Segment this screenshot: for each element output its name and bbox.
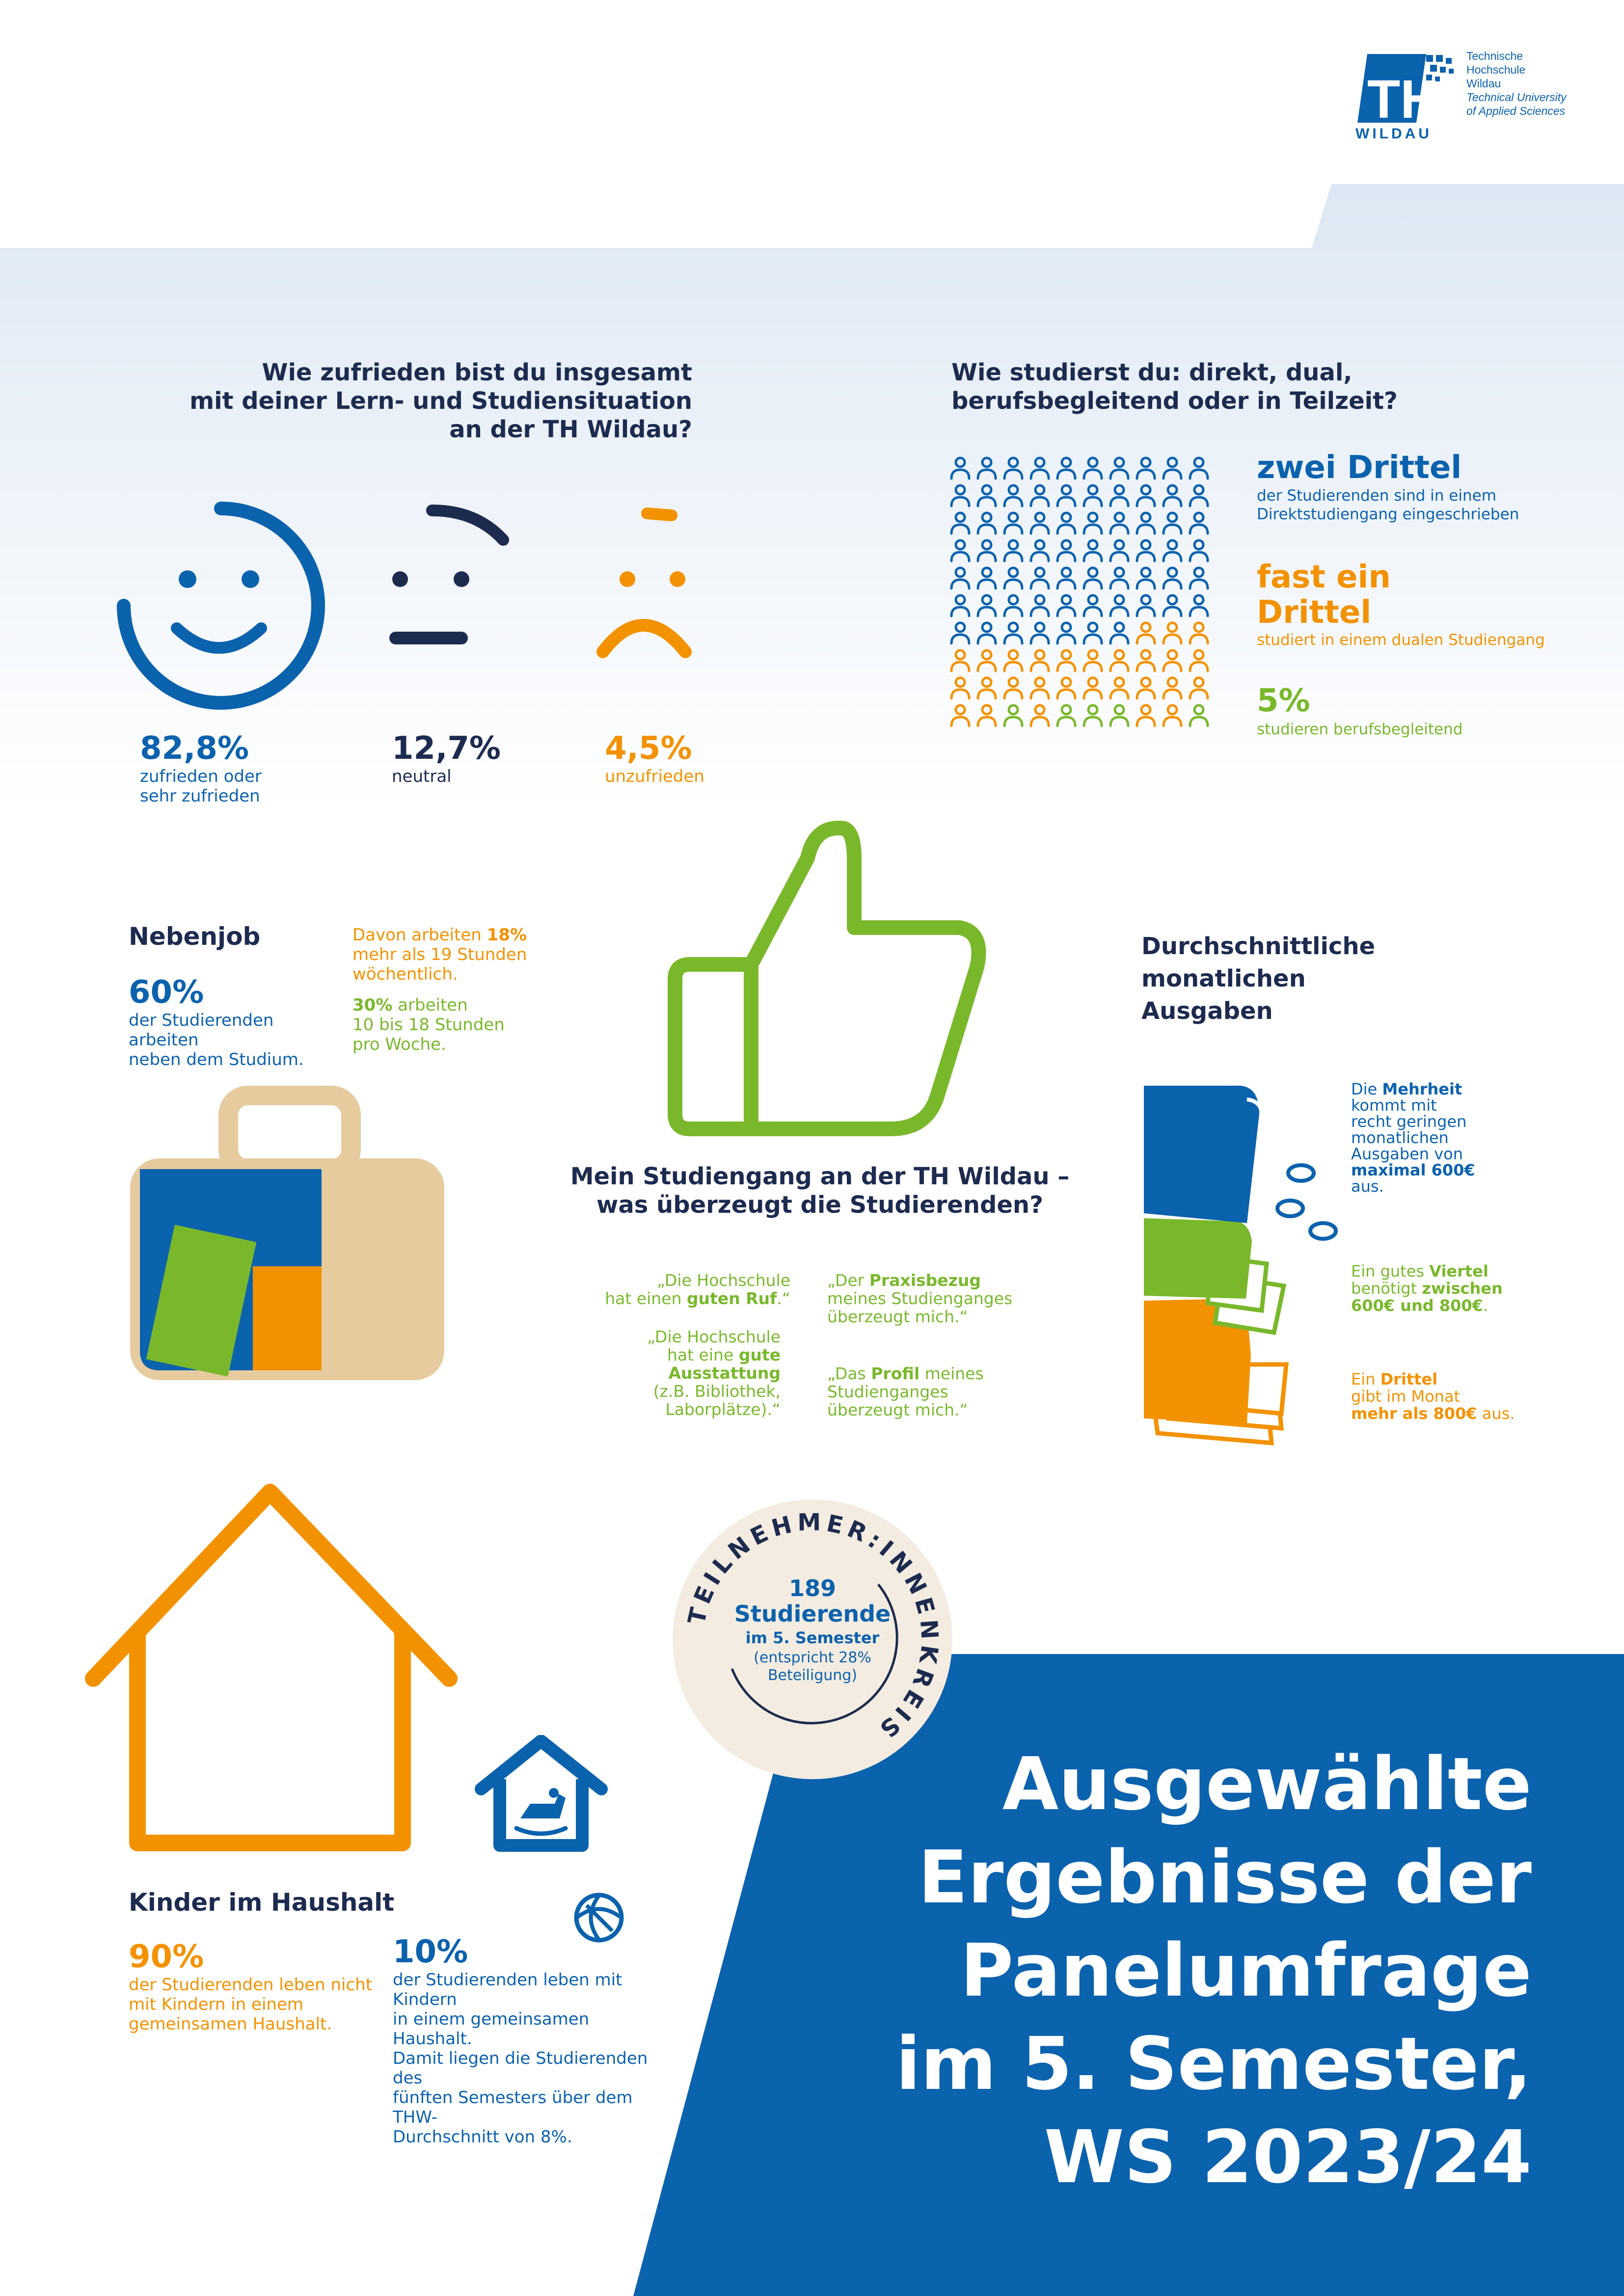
person-icon xyxy=(1137,623,1155,643)
person-icon xyxy=(1057,485,1075,506)
person-icon xyxy=(1164,595,1181,616)
satisfaction-title-line-2: mit deiner Lern- und Studiensituation xyxy=(189,387,692,415)
unsatisfied-value: 4,5% xyxy=(605,730,692,767)
person-icon xyxy=(978,485,996,506)
quote-equipment xyxy=(589,1328,781,1418)
sidejob-text-1: der Studierenden arbeiten xyxy=(129,1011,274,1050)
expenses-majority-line-4: monatlichen xyxy=(1351,1128,1449,1147)
person-icon xyxy=(1190,595,1208,616)
person-icon xyxy=(951,595,969,616)
person-icon xyxy=(1190,540,1208,561)
logo-text-1: Technische xyxy=(1466,50,1523,62)
person-icon xyxy=(1057,650,1075,671)
satisfied-stat xyxy=(140,730,287,806)
quote-practice-pre: „Der xyxy=(827,1271,869,1290)
participants-content xyxy=(709,1575,916,1684)
expenses-quarter-range: 600€ und 800€ xyxy=(1351,1296,1483,1315)
person-icon xyxy=(1137,568,1155,588)
person-icon xyxy=(1004,540,1022,561)
direct-study-value: zwei Drittel xyxy=(1257,450,1462,486)
expenses-majority-line-7: aus. xyxy=(1351,1177,1384,1196)
person-icon xyxy=(1057,568,1075,588)
person-icon xyxy=(1031,540,1049,561)
quote-reputation-line-1: „Die Hochschule xyxy=(657,1271,790,1290)
children-title: Kinder im Haushalt xyxy=(129,1888,395,1917)
person-icon xyxy=(1164,513,1181,534)
convince-title-line-1: Mein Studiengang an der TH Wildau – xyxy=(570,1163,1070,1190)
quote-reputation-post: .“ xyxy=(777,1289,790,1308)
person-icon xyxy=(1004,458,1022,479)
person-icon xyxy=(1057,513,1075,534)
neutral-label: neutral xyxy=(392,767,452,786)
quote-reputation-pre: hat einen xyxy=(605,1289,687,1308)
children-no-text-1: der Studierenden leben nicht xyxy=(129,1975,373,1995)
quote-equipment-line-5: Laborplätze).“ xyxy=(665,1400,781,1419)
quote-profile-line-2: Studienganges xyxy=(827,1382,948,1401)
quote-profile-pre: „Das xyxy=(827,1364,871,1383)
person-icon xyxy=(1004,678,1022,698)
expenses-title-line-3: Ausgaben xyxy=(1141,997,1273,1025)
participants-semester: im 5. Semester xyxy=(745,1629,880,1647)
sidejob-title: Nebenjob xyxy=(129,922,261,951)
expenses-title xyxy=(1141,930,1485,1027)
sad-face-icon xyxy=(589,496,707,663)
headline xyxy=(766,1737,1532,2204)
expenses-majority-amount: maximal 600€ xyxy=(1351,1161,1475,1179)
person-icon xyxy=(1110,705,1128,726)
children-yes-text-4: fünften Semesters über dem THW- xyxy=(393,2088,633,2127)
person-icon xyxy=(1164,540,1181,561)
study-mode-title-line-2: berufsbegleitend oder in Teilzeit? xyxy=(951,387,1398,415)
person-icon xyxy=(1057,705,1075,726)
person-icon xyxy=(1190,485,1208,506)
person-icon xyxy=(1190,650,1208,671)
person-icon xyxy=(1031,513,1049,534)
person-icon xyxy=(1110,568,1128,588)
sidejob-hours-10-18 xyxy=(352,995,549,1054)
person-icon xyxy=(1110,595,1128,616)
unsatisfied-label: unzufrieden xyxy=(605,767,704,786)
kids-house-icon xyxy=(471,1735,611,1858)
person-icon xyxy=(1110,650,1128,671)
money-stack-icon xyxy=(1134,1080,1350,1453)
person-icon xyxy=(1190,568,1208,588)
headline-line-5: WS 2023/24 xyxy=(1044,2115,1532,2199)
sidejob-over-19-text-3: wöchentlich. xyxy=(352,964,458,984)
sidejob-over-19-pre: Davon arbeiten xyxy=(352,925,487,945)
quote-reputation-bold: guten Ruf xyxy=(686,1289,777,1308)
house-icon xyxy=(83,1477,461,1855)
person-icon xyxy=(978,650,996,671)
logo-text-3: Wildau xyxy=(1466,77,1501,90)
participants-label: Studierende xyxy=(734,1601,891,1627)
direct-study-text-2: Direktstudiengang eingeschrieben xyxy=(1257,506,1519,523)
thumbs-up-icon xyxy=(660,815,989,1139)
dual-study-value-2: Drittel xyxy=(1257,594,1372,631)
person-icon xyxy=(1031,595,1049,616)
study-mode-title xyxy=(951,358,1541,415)
sidejob-over-19-value: 18% xyxy=(487,925,527,945)
convince-title xyxy=(491,1162,1149,1219)
person-icon xyxy=(1164,458,1181,479)
headline-line-1: Ausgewählte xyxy=(1002,1742,1532,1826)
children-no-text-3: gemeinsamen Haushalt. xyxy=(129,2014,332,2034)
person-icon xyxy=(978,540,996,561)
direct-study-stat xyxy=(1257,449,1600,524)
person-icon xyxy=(1084,458,1102,479)
person-icon xyxy=(1031,623,1049,643)
dual-study-stat xyxy=(1257,560,1600,650)
person-icon xyxy=(978,705,996,726)
person-icon xyxy=(1031,458,1049,479)
person-icon xyxy=(1004,513,1022,534)
person-icon xyxy=(1110,513,1128,534)
person-icon xyxy=(951,458,969,479)
person-icon xyxy=(1164,485,1181,506)
person-icon xyxy=(1031,678,1049,698)
person-icon xyxy=(1004,595,1022,616)
person-icon xyxy=(1190,458,1208,479)
headline-line-3: Panelumfrage xyxy=(960,1928,1532,2013)
children-no-text-2: mit Kindern in einem xyxy=(129,1995,303,2014)
person-icon xyxy=(1137,540,1155,561)
person-icon xyxy=(978,513,996,534)
person-icon xyxy=(1031,485,1049,506)
children-yes-text-2: in einem gemeinsamen Haushalt. xyxy=(393,2009,590,2049)
logo-mark-text: TH xyxy=(1367,69,1439,130)
person-icon xyxy=(1084,485,1102,506)
person-icon xyxy=(1137,705,1155,726)
quote-equipment-bold-2: Ausstattung xyxy=(668,1363,781,1383)
person-icon xyxy=(1084,650,1102,671)
sidejob-main-stat xyxy=(129,974,335,1069)
quote-profile-bold: Profil xyxy=(871,1364,920,1383)
person-icon xyxy=(1190,513,1208,534)
satisfied-label-2: sehr zufrieden xyxy=(140,786,260,806)
people-grid xyxy=(947,454,1222,739)
neutral-face-icon xyxy=(383,496,520,663)
expenses-majority-pre: Die xyxy=(1351,1080,1382,1098)
sidejob-10-18-post: arbeiten xyxy=(392,995,468,1015)
person-icon xyxy=(1110,540,1128,561)
logo-text-4: Technical University xyxy=(1466,91,1567,104)
sidejob-10-18-value: 30% xyxy=(352,995,393,1015)
person-icon xyxy=(1190,705,1208,726)
person-icon xyxy=(1057,623,1075,643)
person-icon xyxy=(1137,678,1155,698)
person-icon xyxy=(1164,650,1181,671)
quote-profile-post: meines xyxy=(920,1364,984,1383)
person-icon xyxy=(1137,513,1155,534)
person-icon xyxy=(951,623,969,643)
children-yes-stat xyxy=(393,1934,668,2147)
expenses-third-line-2: gibt im Monat xyxy=(1351,1387,1461,1406)
person-icon xyxy=(978,595,996,616)
dual-study-text: studiert in einem dualen Studiengang xyxy=(1257,631,1545,649)
participants-ring-text: TEILNEHMER:INNENKREIS xyxy=(682,1508,944,1746)
satisfaction-title-line-1: Wie zufrieden bist du insgesamt xyxy=(262,359,692,386)
expenses-third-bold: Drittel xyxy=(1380,1370,1438,1388)
sidejob-hours-over-19 xyxy=(352,925,549,984)
dual-study-value-1: fast ein xyxy=(1257,559,1391,595)
quote-equipment-pre: hat eine xyxy=(667,1345,739,1364)
logo-wordmark: WILDAU xyxy=(1355,126,1432,142)
person-icon xyxy=(1137,595,1155,616)
sidejob-text-2: neben dem Studium. xyxy=(129,1050,304,1069)
person-icon xyxy=(1004,705,1022,726)
children-yes-text-1: der Studierenden leben mit Kindern xyxy=(393,1970,623,2009)
person-icon xyxy=(1057,595,1075,616)
person-icon xyxy=(1084,595,1102,616)
quote-reputation xyxy=(589,1271,790,1308)
expenses-majority-line-5: Ausgaben von xyxy=(1351,1145,1463,1163)
person-icon xyxy=(1084,540,1102,561)
neutral-value: 12,7% xyxy=(392,730,501,767)
person-icon xyxy=(1031,568,1049,588)
expenses-majority xyxy=(1351,1081,1513,1195)
expenses-quarter xyxy=(1351,1263,1528,1314)
sidejob-over-19-text-2: mehr als 19 Stunden xyxy=(352,945,527,964)
sidejob-10-18-text-3: pro Woche. xyxy=(352,1035,446,1054)
expenses-majority-line-3: recht geringen xyxy=(1351,1112,1467,1131)
expenses-title-line-1: Durchschnittliche xyxy=(1141,933,1376,960)
participants-count: 189 xyxy=(788,1575,837,1602)
sidejob-10-18-text-2: 10 bis 18 Stunden xyxy=(352,1015,505,1035)
briefcase-icon xyxy=(130,1085,449,1384)
person-icon xyxy=(1164,623,1181,643)
person-icon xyxy=(978,623,996,643)
quote-equipment-line-1: „Die Hochschule xyxy=(647,1327,781,1346)
expenses-third-post: aus. xyxy=(1477,1404,1515,1423)
expenses-third xyxy=(1351,1371,1528,1422)
expenses-third-pre: Ein xyxy=(1351,1370,1380,1388)
person-icon xyxy=(1137,485,1155,506)
person-icon xyxy=(1084,705,1102,726)
person-icon xyxy=(951,568,969,588)
part-time-study-stat xyxy=(1257,682,1600,739)
expenses-quarter-bold-2: zwischen xyxy=(1422,1279,1503,1298)
person-icon xyxy=(978,678,996,698)
convince-title-line-2: was überzeugt die Studierenden? xyxy=(596,1191,1043,1219)
person-icon xyxy=(1057,540,1075,561)
unsatisfied-stat xyxy=(605,730,752,786)
person-icon xyxy=(1084,623,1102,643)
headline-line-4: im 5. Semester, xyxy=(895,2022,1532,2106)
person-icon xyxy=(978,458,996,479)
logo-text-5: of Applied Sciences xyxy=(1466,105,1566,117)
logo-text-2: Hochschule xyxy=(1466,63,1526,76)
person-icon xyxy=(1031,705,1049,726)
person-icon xyxy=(1004,623,1022,643)
person-icon xyxy=(951,705,969,726)
children-no-stat xyxy=(129,1939,374,2034)
quote-profile-line-3: überzeugt mich.“ xyxy=(827,1400,968,1419)
quote-practice xyxy=(827,1271,1033,1326)
person-icon xyxy=(1004,568,1022,588)
participants-share-2: Beteiligung) xyxy=(767,1667,858,1684)
person-icon xyxy=(1004,485,1022,506)
person-icon xyxy=(951,513,969,534)
headline-line-2: Ergebnisse der xyxy=(918,1835,1532,1920)
person-icon xyxy=(1164,705,1181,726)
person-icon xyxy=(951,650,969,671)
satisfaction-title-line-3: an der TH Wildau? xyxy=(449,416,692,443)
person-icon xyxy=(978,568,996,588)
children-yes-text-3: Damit liegen die Studierenden des xyxy=(393,2049,648,2088)
person-icon xyxy=(951,540,969,561)
person-icon xyxy=(1057,678,1075,698)
person-icon xyxy=(1110,623,1128,643)
quote-equipment-bold-1: gute xyxy=(738,1345,781,1364)
expenses-title-line-2: monatlichen xyxy=(1141,965,1306,992)
happy-face-icon xyxy=(108,501,334,726)
person-icon xyxy=(1084,678,1102,698)
person-icon xyxy=(1190,623,1208,643)
logo xyxy=(1353,49,1583,147)
expenses-quarter-post: . xyxy=(1483,1296,1489,1315)
participants-share-1: (entspricht 28% xyxy=(754,1649,871,1666)
person-icon xyxy=(1164,678,1181,698)
expenses-quarter-pre-2: benötigt xyxy=(1351,1279,1422,1298)
quote-equipment-line-4: (z.B. Bibliothek, xyxy=(653,1382,781,1401)
satisfaction-title xyxy=(98,358,692,444)
person-icon xyxy=(951,485,969,506)
neutral-stat xyxy=(392,730,539,786)
person-icon xyxy=(1057,458,1075,479)
person-icon xyxy=(1004,650,1022,671)
person-icon xyxy=(1110,678,1128,698)
quote-profile xyxy=(827,1364,1033,1419)
person-icon xyxy=(1190,678,1208,698)
person-icon xyxy=(1137,650,1155,671)
person-icon xyxy=(1164,568,1181,588)
quote-practice-line-2: meines Studienganges xyxy=(827,1289,1013,1308)
children-yes-value: 10% xyxy=(393,1934,468,1970)
person-icon xyxy=(1084,568,1102,588)
children-no-value: 90% xyxy=(129,1939,204,1975)
person-icon xyxy=(1031,650,1049,671)
children-yes-text-5: Durchschnitt von 8%. xyxy=(393,2127,572,2147)
direct-study-text-1: der Studierenden sind in einem xyxy=(1257,487,1496,505)
study-mode-title-line-1: Wie studierst du: direkt, dual, xyxy=(951,359,1353,386)
logo-mark xyxy=(1353,49,1461,142)
person-icon xyxy=(1137,458,1155,479)
satisfied-label-1: zufrieden oder xyxy=(140,767,262,786)
person-icon xyxy=(1084,513,1102,534)
expenses-quarter-bold: Viertel xyxy=(1429,1262,1489,1281)
expenses-majority-line-2: kommt mit xyxy=(1351,1096,1437,1115)
quote-practice-line-3: überzeugt mich.“ xyxy=(827,1307,968,1326)
satisfied-value: 82,8% xyxy=(140,730,249,767)
expenses-quarter-pre: Ein gutes xyxy=(1351,1262,1430,1281)
part-time-value: 5% xyxy=(1257,683,1310,719)
quote-practice-bold: Praxisbezug xyxy=(869,1271,981,1290)
part-time-text: studieren berufsbegleitend xyxy=(1257,721,1463,738)
person-icon xyxy=(1110,458,1128,479)
person-icon xyxy=(951,678,969,698)
expenses-majority-bold: Mehrheit xyxy=(1382,1080,1462,1098)
sidejob-value: 60% xyxy=(129,974,204,1011)
person-icon xyxy=(1110,485,1128,506)
expenses-third-amount: mehr als 800€ xyxy=(1351,1404,1477,1423)
